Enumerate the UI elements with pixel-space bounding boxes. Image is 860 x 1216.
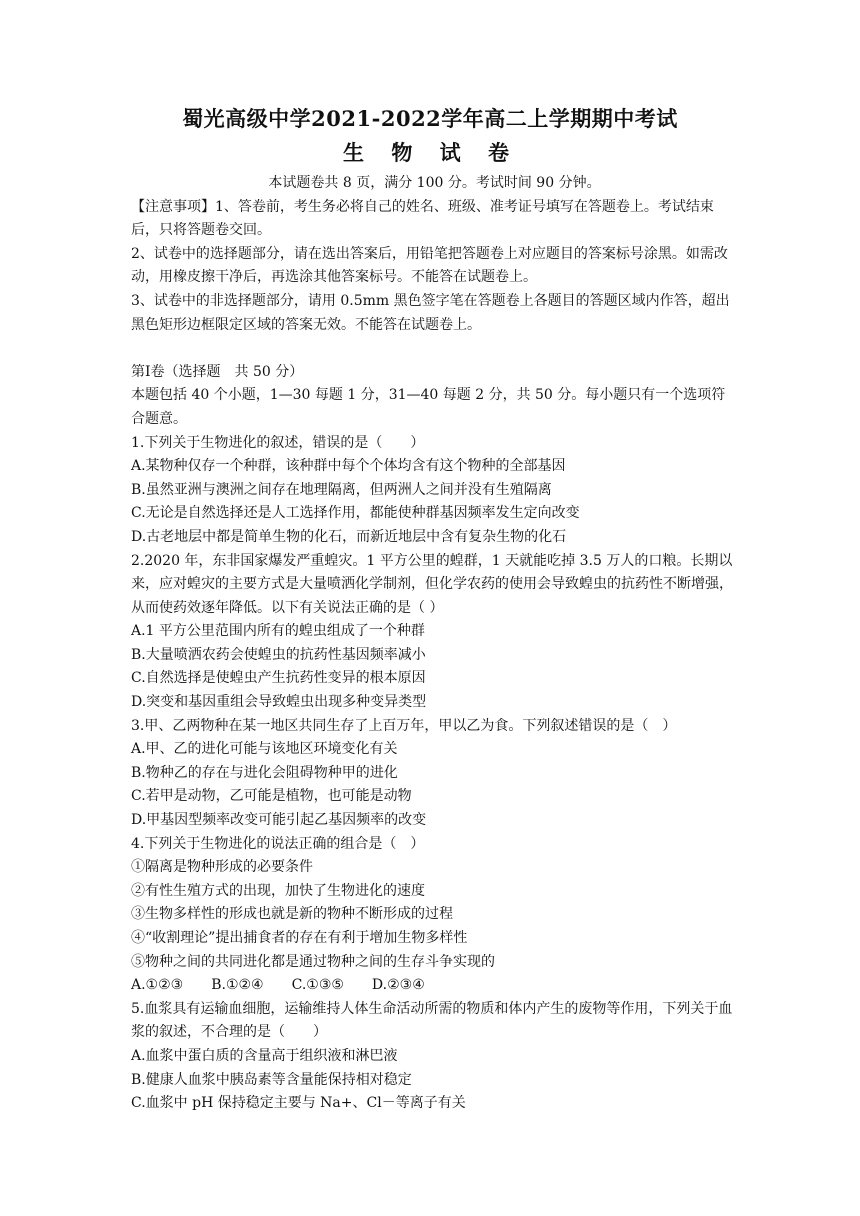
section-intro: 本题包括 40 个小题，1—30 每题 1 分，31—40 每题 2 分，共 50 分。每小题只有一个选项符合题意。 [131,387,726,427]
question-option: A.①②③ B.①②④ C.①③⑤ D.②③④ [131,977,425,994]
question-3 [131,715,738,833]
exam-info: 本试题卷共 8 页，满分 100 分。考试时间 90 分钟。 [268,175,601,191]
question-4 [131,833,738,998]
question-option: A.血浆中蛋白质的含量高于组织液和淋巴液 [131,1047,398,1064]
question-option: D.突变和基因重组会导致蝗虫出现多种变异类型 [131,694,427,711]
question-option: C.无论是自然选择还是人工选择作用，都能使种群基因频率发生定向改变 [131,505,580,522]
question-stem: 3.甲、乙两物种在某一地区共同生存了上百万年，甲以乙为食。下列叙述错误的是（ ） [131,717,677,734]
section-heading: 第Ⅰ卷（选择题 共 50 分） [131,363,304,380]
question-option: C.血浆中 pH 保持稳定主要与 Na+、Cl－等离子有关 [131,1095,466,1112]
question-option: C.自然选择是使蝗虫产生抗药性变异的根本原因 [131,670,426,687]
question-option: ③生物多样性的形成也就是新的物种不断形成的过程 [131,906,453,923]
question-option: D.古老地层中都是简单生物的化石，而新近地层中含有复杂生物的化石 [131,528,567,545]
spacer [131,337,738,361]
question-stem: 4.下列关于生物进化的说法正确的组合是（ ） [131,835,425,852]
question-option: A.1 平方公里范围内所有的蝗虫组成了一个种群 [131,623,425,640]
notes-item: 【注意事项】1、答卷前，考生务必将自己的姓名、班级、准考证号填写在答题卷上。考试结束后，只将答题卷交回。 [131,198,714,239]
exam-body [131,172,738,1116]
question-stem: 2.2020 年，东非国家爆发严重蝗灾。1 平方公里的蝗群，1 天就能吃掉 3.5 万人的口粮。长期以来，应对蝗灾的主要方式是大量喷洒化学制剂，但化学农药的使用会导致蝗虫的抗药性不断增强，从而使药效逐年降低。以下有关说法正确的是（ ） [131,552,733,616]
notes-item: 3、试卷中的非选择题部分，请用 0.5mm 黑色签字笔在答题卷上各题目的答题区域内作答，超出黑色矩形边框限定区域的答案无效。不能答在试题卷上。 [131,292,730,333]
question-option: B.大量喷洒农药会使蝗虫的抗药性基因频率减小 [131,646,426,663]
question-option: ④“收割理论”提出捕食者的存在有利于增加生物多样性 [131,930,468,946]
question-option: A.甲、乙的进化可能与该地区环境变化有关 [131,741,398,758]
question-stem: 5.血浆具有运输血细胞，运输维持人体生命活动所需的物质和体内产生的废物等作用，下列关于血浆的叙述，不合理的是（ ） [131,1000,733,1041]
question-5 [131,998,738,1116]
question-option: ①隔离是物种形成的必要条件 [131,859,313,876]
question-1 [131,432,738,550]
exam-title: 蜀光高级中学2021-2022学年高二上学期期中考试 [182,106,678,131]
question-option: C.若甲是动物，乙可能是植物，也可能是动物 [131,788,412,805]
question-option: B.物种乙的存在与进化会阻碍物种甲的进化 [131,764,398,781]
question-2 [131,550,738,715]
exam-subtitle: 生 物 试 卷 [343,140,517,165]
question-option: D.甲基因型频率改变可能引起乙基因频率的改变 [131,812,427,829]
question-option: B.健康人血浆中胰岛素等含量能保持相对稳定 [131,1071,412,1088]
question-stem: 1.下列关于生物进化的叙述，错误的是（ ） [131,434,425,451]
question-option: ②有性生殖方式的出现，加快了生物进化的速度 [131,882,425,899]
notes-item: 2、试卷中的选择题部分，请在选出答案后，用铅笔把答题卷上对应题目的答案标号涂黑。如需改动，用橡皮擦干净后，再选涂其他答案标号。不能答在试题卷上。 [131,245,728,286]
question-option: A.某物种仅存一个种群，该种群中每个个体均含有这个物种的全部基因 [131,458,566,475]
question-option: B.虽然亚洲与澳洲之间存在地理隔离，但两洲人之间并没有生殖隔离 [131,481,552,498]
question-option: ⑤物种之间的共同进化都是通过物种之间的生存斗争实现的 [131,953,495,970]
